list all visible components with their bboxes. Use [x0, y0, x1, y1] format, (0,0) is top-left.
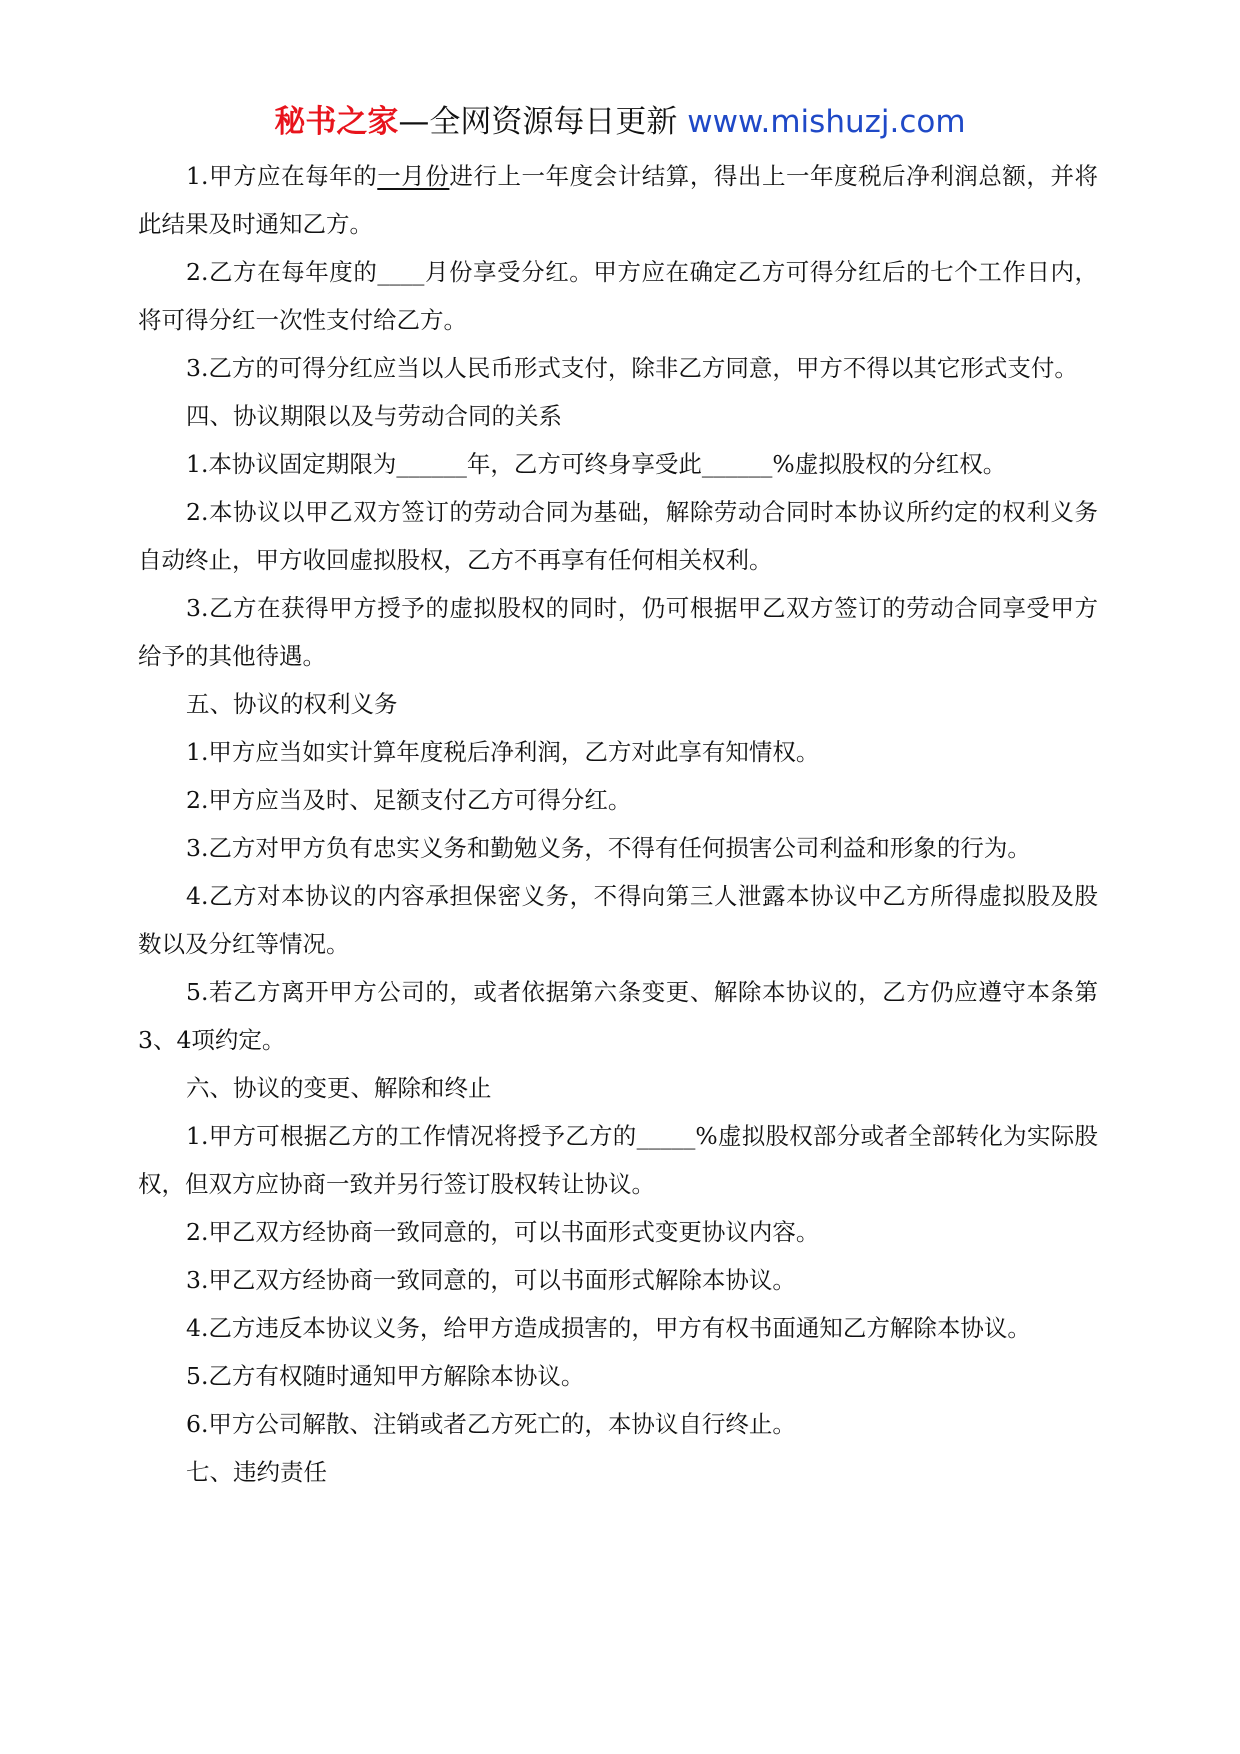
clause-paragraph [138, 968, 1098, 1064]
section-heading [138, 1448, 1098, 1496]
clause-paragraph [138, 776, 1098, 824]
paragraph-text: 七、违约责任 [186, 1458, 327, 1486]
clause-paragraph [138, 1112, 1098, 1208]
clause-paragraph [138, 1256, 1098, 1304]
paragraph-text: 3.乙方的可得分红应当以人民币形式支付，除非乙方同意，甲方不得以其它形式支付。 [186, 354, 1078, 382]
section-heading [138, 680, 1098, 728]
paragraph-text: 五、协议的权利义务 [186, 690, 398, 718]
paragraph-text: 2.甲乙双方经协商一致同意的，可以书面形式变更协议内容。 [186, 1218, 820, 1246]
paragraph-text: 6.甲方公司解散、注销或者乙方死亡的，本协议自行终止。 [186, 1410, 796, 1438]
clause-paragraph [138, 728, 1098, 776]
clause-paragraph [138, 248, 1098, 344]
clause-paragraph [138, 1400, 1098, 1448]
clause-paragraph [138, 872, 1098, 968]
clause-paragraph [138, 152, 1098, 248]
watermark-header [0, 100, 1240, 144]
clause-paragraph [138, 1352, 1098, 1400]
clause-paragraph [138, 440, 1098, 488]
header-tagline: —全网资源每日更新 [398, 104, 678, 140]
paragraph-text: 四、协议期限以及与劳动合同的关系 [186, 402, 562, 430]
paragraph-text: 5.若乙方离开甲方公司的，或者依据第六条变更、解除本协议的，乙方仍应遵守本条第3、4项约定。 [138, 978, 1098, 1054]
paragraph-text: 2.甲方应当及时、足额支付乙方可得分红。 [186, 786, 632, 814]
paragraph-text: 1.本协议固定期限为______年，乙方可终身享受此______%虚拟股权的分红权。 [186, 450, 1007, 478]
document-body [138, 152, 1098, 1496]
paragraph-text: 1.甲方可根据乙方的工作情况将授予乙方的_____%虚拟股权部分或者全部转化为实际股权，但双方应协商一致并另行签订股权转让协议。 [138, 1122, 1098, 1198]
paragraph-text: 六、协议的变更、解除和终止 [186, 1074, 492, 1102]
underlined-text: 一月份 [377, 162, 450, 190]
paragraph-text: 4.乙方对本协议的内容承担保密义务，不得向第三人泄露本协议中乙方所得虚拟股及股数以及分红等情况。 [138, 882, 1098, 958]
clause-paragraph [138, 584, 1098, 680]
paragraph-text: 5.乙方有权随时通知甲方解除本协议。 [186, 1362, 585, 1390]
clause-paragraph [138, 344, 1098, 392]
paragraph-text: 2.乙方在每年度的____月份享受分红。甲方应在确定乙方可得分红后的七个工作日内，将可得分红一次性支付给乙方。 [138, 258, 1098, 334]
clause-paragraph [138, 488, 1098, 584]
paragraph-text: 3.乙方对甲方负有忠实义务和勤勉义务，不得有任何损害公司利益和形象的行为。 [186, 834, 1031, 862]
clause-paragraph [138, 1208, 1098, 1256]
section-heading [138, 1064, 1098, 1112]
paragraph-text: 1.甲方应当如实计算年度税后净利润，乙方对此享有知情权。 [186, 738, 820, 766]
paragraph-text: 2.本协议以甲乙双方签订的劳动合同为基础，解除劳动合同时本协议所约定的权利义务自动终止，甲方收回虚拟股权，乙方不再享有任何相关权利。 [138, 498, 1098, 574]
paragraph-text: 1.甲方应在每年的 [186, 162, 378, 190]
section-heading [138, 392, 1098, 440]
paragraph-text: 4.乙方违反本协议义务，给甲方造成损害的，甲方有权书面通知乙方解除本协议。 [186, 1314, 1031, 1342]
brand-name: 秘书之家 [274, 104, 399, 140]
site-url-link[interactable]: www.mishuzj.com [687, 104, 966, 140]
paragraph-text: 3.乙方在获得甲方授予的虚拟股权的同时，仍可根据甲乙双方签订的劳动合同享受甲方给予的其他待遇。 [138, 594, 1098, 670]
paragraph-text: 3.甲乙双方经协商一致同意的，可以书面形式解除本协议。 [186, 1266, 796, 1294]
clause-paragraph [138, 824, 1098, 872]
clause-paragraph [138, 1304, 1098, 1352]
paragraph-text: 进行上一年度会计结算，得出上一年度税后净利润总额，并将此结果及时通知乙方。 [138, 162, 1099, 238]
